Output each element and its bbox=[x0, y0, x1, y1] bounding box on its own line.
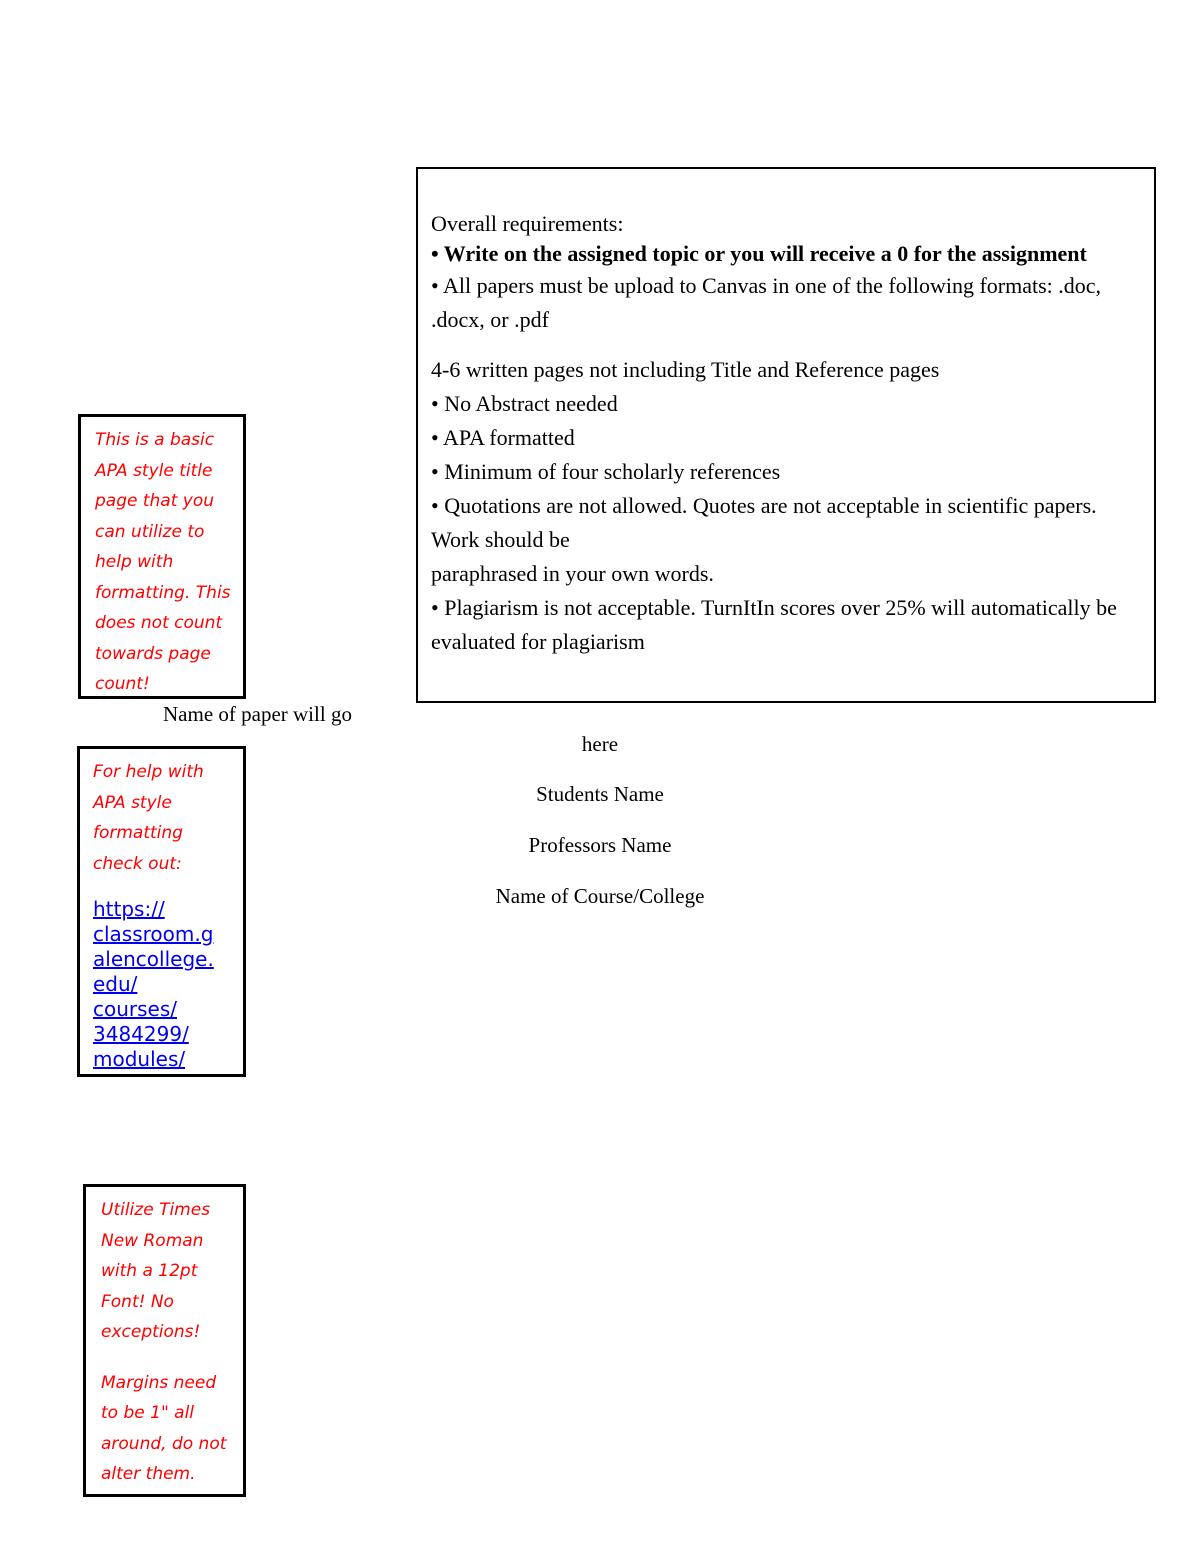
note-apa-help-text: For help with APA style formatting check out: bbox=[93, 762, 204, 874]
requirement-upload-format: • All papers must be upload to Canvas in one of the following formats: .doc, .docx, or .pdf bbox=[431, 273, 1102, 332]
requirement-quotations: • Quotations are not allowed. Quotes are not acceptable in scientific papers. Work should be bbox=[431, 493, 1097, 552]
note-font-margins bbox=[83, 1184, 246, 1497]
course-college: Name of Course/College bbox=[495, 884, 705, 908]
requirements-heading: Overall requirements: bbox=[431, 211, 624, 236]
requirement-page-count: 4-6 written pages not including Title and Reference pages bbox=[431, 357, 940, 382]
note-title-page-text: This is a basic APA style title page that you can utilize to help with formatting. This does not count towards page count! bbox=[95, 430, 231, 694]
requirement-paraphrase: paraphrased in your own words. bbox=[431, 561, 714, 586]
note-title-page-info bbox=[78, 414, 246, 699]
paper-title-part1: Name of paper will go bbox=[163, 702, 352, 726]
requirement-apa: • APA formatted bbox=[431, 425, 575, 450]
requirement-topic: • Write on the assigned topic or you will receive a 0 for the assignment bbox=[431, 241, 1087, 266]
requirement-no-abstract: • No Abstract needed bbox=[431, 391, 618, 416]
professor-name: Professors Name bbox=[528, 833, 672, 857]
requirements-box bbox=[416, 167, 1156, 703]
requirements-list bbox=[431, 353, 1140, 659]
note-apa-help bbox=[77, 746, 246, 1077]
student-name: Students Name bbox=[536, 782, 664, 806]
note-margins-text: Margins need to be 1" all around, do not alter them. bbox=[101, 1372, 227, 1484]
requirement-plagiarism: • Plagiarism is not acceptable. TurnItIn scores over 25% will automatically be evaluated for plagiarism bbox=[431, 595, 1117, 654]
note-font-text: Utilize Times New Roman with a 12pt Font! No exceptions! bbox=[101, 1200, 211, 1342]
requirement-references: • Minimum of four scholarly references bbox=[431, 459, 781, 484]
apa-help-link[interactable]: https:// classroom.g alencollege. edu/ courses/ 3484299/ modules/ bbox=[93, 897, 214, 1071]
paper-title-part2: here bbox=[581, 732, 619, 756]
